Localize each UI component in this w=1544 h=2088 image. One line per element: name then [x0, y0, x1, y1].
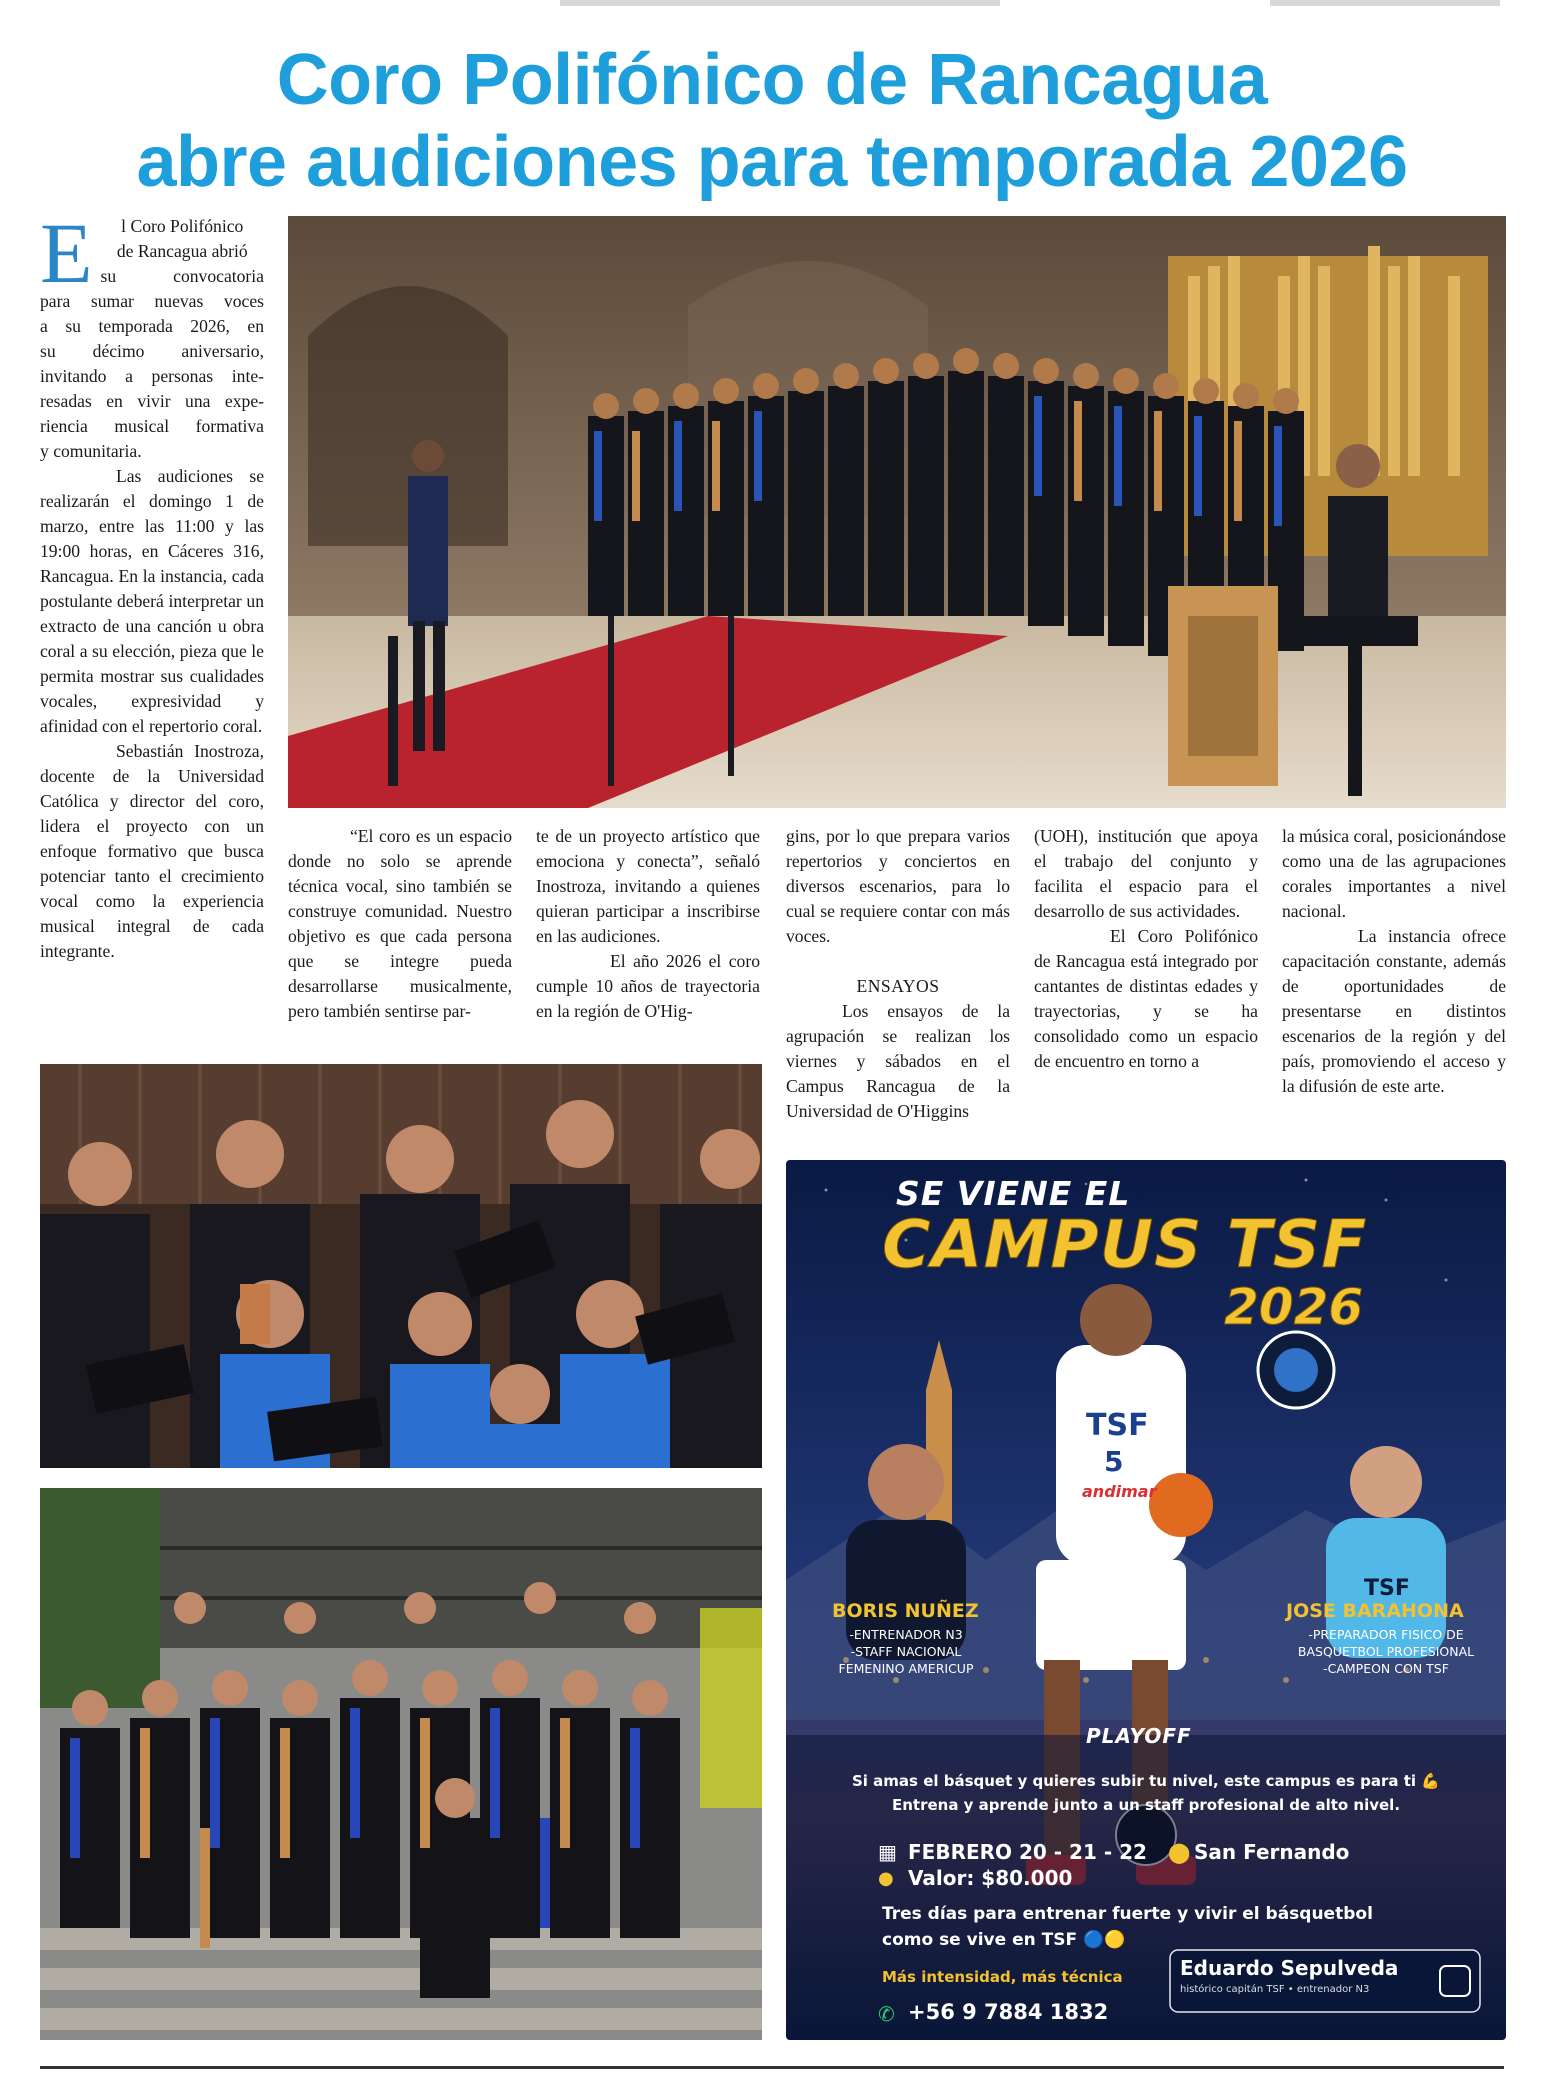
header-rule-right — [1270, 0, 1500, 6]
article-column-6 — [1282, 824, 1506, 1099]
paragraph: Sebastián Inostroza, docente de la Universidad Católica y director del coro, lidera el proyecto con un enfoque formativo que busca potenciar tanto el crecimiento vocal como la experiencia musical integral de cada integrante. — [40, 741, 264, 961]
paragraph: El Coro Polifónico de Rancagua está integrado por cantantes de distintas edades y trayectorias, y se ha consolidado como un espacio de encuentro en torno a — [1034, 926, 1258, 1071]
coach1-role: -ENTRENADOR N3 -STAFF NACIONAL FEMENINO AMERICUP — [838, 1627, 974, 1676]
headline-line-1: Coro Polifónico de Rancagua — [276, 40, 1268, 120]
ad-dates: FEBRERO 20 - 21 - 22 — [908, 1840, 1147, 1864]
jersey-number: 5 — [1104, 1445, 1124, 1478]
ad-pitch-1: Tres días para entrenar fuerte y vivir el básquetbol — [882, 1904, 1373, 1924]
ad-organizer-sub: histórico capitán TSF • entrenador N3 — [1180, 1984, 1370, 1995]
header-rule — [560, 0, 1000, 6]
money-bag-icon: ● — [878, 1868, 894, 1889]
drop-cap: E — [40, 205, 93, 301]
ad-tagline-1: Si amas el básquet y quieres subir tu nivel, este campus es para ti 💪 — [852, 1772, 1440, 1790]
ad-year: 2026 — [1224, 1278, 1364, 1336]
article-column-1 — [40, 205, 264, 964]
jersey-text: TSF — [1086, 1408, 1149, 1443]
paragraph: te de un proyecto artístico que emociona y conecta”, señaló Inostroza, invitando a quienes quieran participar a inscribirse en las audiciones. — [536, 826, 760, 946]
campus-tsf-advertisement — [786, 1160, 1506, 2040]
paragraph: (UOH), institución que apoya el trabajo del conjunto y facilita el espacio para el desarrollo de sus actividades. — [1034, 826, 1258, 921]
choir-closeup-photo — [40, 1064, 762, 1468]
ad-organizer: Eduardo Sepulveda — [1180, 1956, 1399, 1980]
ad-slogan: Más intensidad, más técnica — [882, 1968, 1123, 1986]
paragraph: Las audiciones se realizarán el domingo 1 de marzo, entre las 11:00 y las 19:00 horas, en Cáceres 316, Rancagua. En la instancia, cada postulante deberá interpretar un extracto de una canción u obra coral a su elección, pieza que le permita mostrar sus cualidades vocales, expresividad y afinidad con el repertorio coral. — [40, 466, 264, 736]
calendar-icon: ▦ — [878, 1840, 897, 1864]
ad-price: Valor: $80.000 — [908, 1866, 1073, 1890]
coach1-name: BORIS NUÑEZ — [832, 1600, 979, 1622]
footer-rule — [40, 2066, 1504, 2069]
paragraph: la música coral, posicionándose como una de las agrupaciones corales importantes a nivel nacional. — [1282, 826, 1506, 921]
paragraph: La instancia ofrece capacitación constante, además de oportunidades de presentarse en distintos escenarios de la región y del país, promoviendo el acceso y la difusión de este arte. — [1282, 926, 1506, 1096]
article-column-2 — [288, 824, 512, 1024]
quote-paragraph: “El coro es un espacio donde no solo se aprende técnica vocal, sino también se construye comunidad. Nuestro objetivo es que cada persona que se integre pueda desarrollarse musicalmente, pero también sentirse par- — [288, 826, 512, 1021]
whatsapp-icon: ✆ — [878, 2002, 895, 2026]
paragraph: El año 2026 el coro cumple 10 años de trayectoria en la región de O'Hig- — [536, 951, 760, 1021]
ad-kicker: SE VIENE EL — [896, 1174, 1131, 1213]
headline-line-2: abre audiciones para temporada 2026 — [136, 122, 1408, 202]
paragraph: gins, por lo que prepara varios repertorios y conciertos en diversos escenarios, para lo cual se requiere contar con más voces. — [786, 826, 1010, 946]
article-column-4 — [786, 824, 1010, 1124]
ad-tagline-2: Entrena y aprende junto a un staff profesional de alto nivel. — [891, 1796, 1401, 1814]
jersey-sponsor: andimar — [1082, 1482, 1157, 1501]
paragraph: Los ensayos de la agrupación se realizan los viernes y sábados en el Campus Rancagua de la Universidad de O'Higgins — [786, 1001, 1010, 1121]
ad-title: CAMPUS TSF — [882, 1206, 1368, 1283]
article-column-3 — [536, 824, 760, 1024]
coach2-name: JOSE BARAHONA — [1286, 1600, 1464, 1622]
coach2-shirt: TSF — [1364, 1576, 1410, 1601]
ad-place: San Fernando — [1194, 1840, 1350, 1864]
coach2-role: -PREPARADOR FISICO DE BASQUETBOL PROFESIONAL -CAMPEON CON TSF — [1297, 1627, 1475, 1676]
article-column-5 — [1034, 824, 1258, 1074]
choir-outdoor-photo — [40, 1488, 762, 2040]
lead-paragraph: l Coro Polifónico de Rancagua abrió su convocatoria para sumar nuevas voces a su temporada 2026, en su décimo aniversario, invitando a personas inte- resadas en vivir una expe- riencia musical formativa y comunitaria. — [40, 216, 264, 461]
choir-concert-photo — [288, 216, 1506, 808]
section-heading: ENSAYOS — [856, 976, 940, 996]
ad-pitch-2: como se vive en TSF 🔵🟡 — [882, 1930, 1126, 1950]
ad-phone: +56 9 7884 1832 — [908, 2000, 1109, 2024]
location-pin-icon: ⬤ — [1168, 1840, 1191, 1864]
playoff-logo: PLAYOFF — [1086, 1724, 1192, 1748]
